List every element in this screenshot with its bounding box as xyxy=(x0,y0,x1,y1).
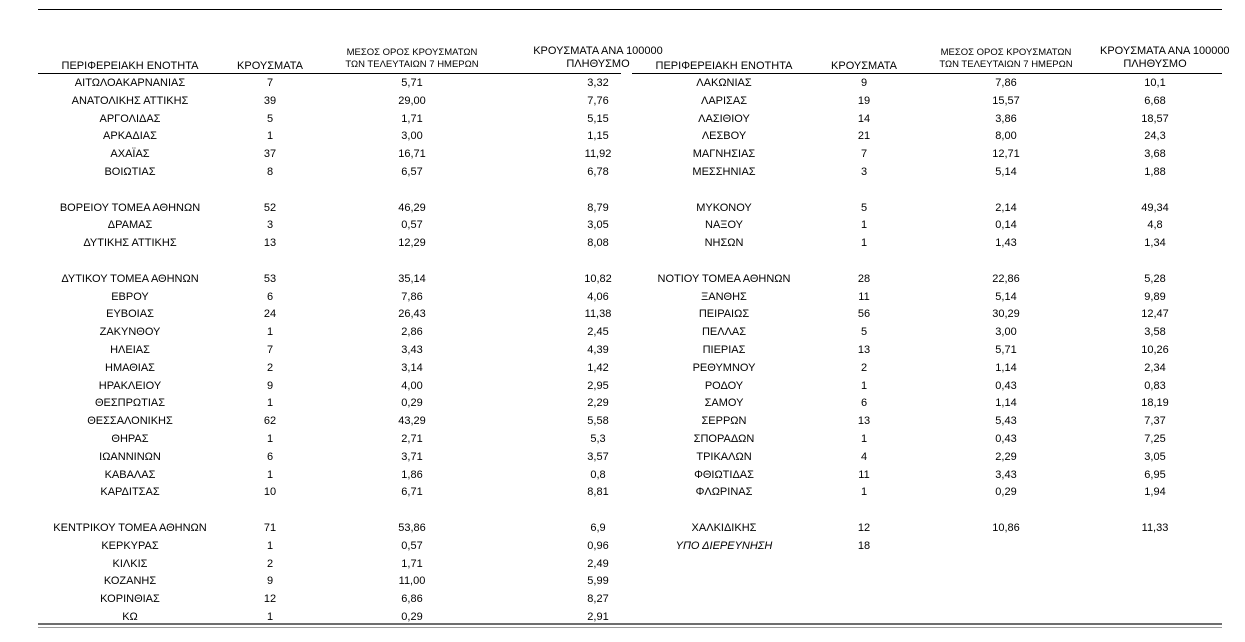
cases-value: 11 xyxy=(858,468,870,481)
table-row xyxy=(38,111,698,128)
region-name: ΙΩΑΝΝΙΝΩΝ xyxy=(99,450,161,463)
table-row xyxy=(632,395,1245,412)
per-100000-value: 2,45 xyxy=(587,326,609,339)
per-100000-value: 1,15 xyxy=(587,130,609,143)
per-100000-value: 7,25 xyxy=(1144,433,1166,445)
avg-value: 0,43 xyxy=(995,433,1017,445)
cases-value: 2 xyxy=(860,361,868,374)
per-100000-value: 11,38 xyxy=(584,308,612,321)
table-row xyxy=(38,360,698,377)
table-row xyxy=(38,484,698,501)
avg-value: 2,29 xyxy=(995,450,1017,463)
avg-value: 2,71 xyxy=(401,433,423,445)
region-name: ΝΟΤΙΟΥ ΤΟΜΕΑ ΑΘΗΝΩΝ xyxy=(657,272,791,285)
region-name: ΘΕΣΠΡΩΤΙΑΣ xyxy=(94,397,166,410)
table-row xyxy=(38,164,698,181)
table-row xyxy=(38,342,698,359)
per-100000-value: 10,26 xyxy=(1141,344,1169,356)
header-cases: ΚΡΟΥΣΜΑΤΑ xyxy=(237,60,303,72)
per-100000-value: 6,78 xyxy=(587,166,609,178)
avg-value: 3,00 xyxy=(401,130,423,143)
region-name: ΑΡΓΟΛΙΔΑΣ xyxy=(99,112,161,125)
per-100000-value: 6,95 xyxy=(1144,468,1166,481)
avg-value: 7,86 xyxy=(401,290,423,303)
region-name: ΕΥΒΟΙΑΣ xyxy=(106,308,154,321)
avg-value: 3,86 xyxy=(995,112,1017,125)
table-row xyxy=(632,217,1245,234)
table-row xyxy=(38,271,698,288)
region-name: ΚΟΡΙΝΘΙΑΣ xyxy=(100,593,160,606)
table-row xyxy=(632,146,1245,163)
per-100000-value: 8,27 xyxy=(587,593,609,606)
region-name: ΑΝΑΤΟΛΙΚΗΣ ΑΤΤΙΚΗΣ xyxy=(71,94,189,107)
avg-value: 0,29 xyxy=(401,611,423,623)
header-cases: ΚΡΟΥΣΜΑΤΑ xyxy=(831,60,897,72)
header-region-unit: ΠΕΡΙΦΕΡΕΙΑΚΗ ΕΝΟΤΗΤΑ xyxy=(61,60,199,72)
cases-value: 37 xyxy=(263,148,277,161)
cases-value: 9 xyxy=(860,77,868,89)
cases-value: 6 xyxy=(266,290,274,303)
cases-value: 53 xyxy=(263,272,277,285)
avg-value: 29,00 xyxy=(398,94,426,107)
per-100000-value: 11,92 xyxy=(584,148,612,161)
region-name: ΦΘΙΩΤΙΔΑΣ xyxy=(694,468,754,481)
per-100000-value: 1,42 xyxy=(587,361,609,374)
per-100000-value: 12,47 xyxy=(1141,308,1169,321)
table-row xyxy=(38,467,698,484)
avg-value: 3,43 xyxy=(995,468,1017,481)
header-avg-line2: ΤΩΝ ΤΕΛΕΥΤΑΙΩΝ 7 ΗΜΕΡΩΝ xyxy=(939,59,1073,70)
per-100000-value: 49,34 xyxy=(1141,201,1169,214)
per-100000-value: 3,05 xyxy=(587,219,609,232)
table-row xyxy=(38,573,698,590)
region-name: ΠΕΛΛΑΣ xyxy=(701,326,747,339)
avg-value: 2,86 xyxy=(401,326,423,339)
avg-value: 5,71 xyxy=(995,344,1017,356)
table-row xyxy=(632,538,1245,555)
per-100000-value: 6,9 xyxy=(590,522,606,534)
header-per-line1: ΚΡΟΥΣΜΑΤΑ ΑΝΑ 100000 xyxy=(1100,45,1230,57)
region-name: ΜΑΓΝΗΣΙΑΣ xyxy=(692,148,756,161)
region-name: ΗΡΑΚΛΕΙΟΥ xyxy=(98,379,162,392)
cases-value: 1 xyxy=(266,433,274,445)
header-7day-average xyxy=(318,47,506,71)
table-row xyxy=(38,146,698,163)
per-100000-value: 2,29 xyxy=(587,397,609,410)
table-row xyxy=(38,520,698,537)
top-rule xyxy=(38,9,1222,10)
cases-value: 56 xyxy=(857,308,871,321)
region-name: ΗΛΕΙΑΣ xyxy=(110,344,150,356)
table-row xyxy=(632,484,1245,501)
table-row xyxy=(632,200,1245,217)
region-name: ΦΛΩΡΙΝΑΣ xyxy=(695,486,753,499)
avg-value: 7,86 xyxy=(995,77,1017,89)
cases-value: 5 xyxy=(860,201,868,214)
region-name: ΕΒΡΟΥ xyxy=(111,290,149,303)
avg-value: 12,29 xyxy=(398,237,426,250)
bottom-rule xyxy=(38,623,1222,625)
cases-value: 7 xyxy=(860,148,868,161)
avg-value: 1,86 xyxy=(401,468,423,481)
table-row xyxy=(38,93,698,110)
cases-value: 39 xyxy=(263,94,277,107)
avg-value: 15,57 xyxy=(992,94,1020,107)
per-100000-value: 3,32 xyxy=(587,77,609,89)
cases-value: 7 xyxy=(266,344,274,356)
cases-value: 6 xyxy=(860,397,868,410)
cases-value: 1 xyxy=(860,379,868,392)
region-name: ΣΕΡΡΩΝ xyxy=(701,415,747,428)
region-name: ΧΑΛΚΙΔΙΚΗΣ xyxy=(691,522,757,534)
per-100000-value: 3,57 xyxy=(587,450,609,463)
region-name: ΚΟΖΑΝΗΣ xyxy=(103,575,157,588)
table-row xyxy=(632,289,1245,306)
table-row xyxy=(632,271,1245,288)
region-name: ΑΡΚΑΔΙΑΣ xyxy=(103,130,157,143)
table-row xyxy=(38,289,698,306)
avg-value: 4,00 xyxy=(401,379,423,392)
cases-value: 1 xyxy=(266,326,274,339)
per-100000-value: 0,96 xyxy=(587,539,609,552)
cases-value: 12 xyxy=(263,593,277,606)
avg-value: 0,57 xyxy=(401,539,423,552)
region-name: ΔΥΤΙΚΟΥ ΤΟΜΕΑ ΑΘΗΝΩΝ xyxy=(61,272,199,285)
cases-value: 1 xyxy=(266,468,274,481)
per-100000-value: 4,8 xyxy=(1147,219,1163,232)
per-100000-value: 24,3 xyxy=(1144,130,1166,143)
region-name: ΡΟΔΟΥ xyxy=(704,379,744,392)
region-name: ΘΗΡΑΣ xyxy=(111,433,149,445)
region-name: ΑΙΤΩΛΟΑΚΑΡΝΑΝΙΑΣ xyxy=(74,77,186,89)
cases-value: 8 xyxy=(266,166,274,178)
cases-value: 52 xyxy=(263,201,277,214)
region-name: ΔΡΑΜΑΣ xyxy=(107,219,153,232)
table-row xyxy=(38,556,698,573)
per-100000-value: 5,3 xyxy=(590,433,606,445)
region-name: ΒΟΡΕΙΟΥ ΤΟΜΕΑ ΑΘΗΝΩΝ xyxy=(59,201,201,214)
region-name: ΜΥΚΟΝΟΥ xyxy=(696,201,752,214)
region-name: ΘΕΣΣΑΛΟΝΙΚΗΣ xyxy=(87,415,173,428)
avg-value: 0,29 xyxy=(401,397,423,410)
header-region-unit: ΠΕΡΙΦΕΡΕΙΑΚΗ ΕΝΟΤΗΤΑ xyxy=(655,60,793,72)
per-100000-value: 4,06 xyxy=(587,290,609,303)
per-100000-value: 1,34 xyxy=(1144,237,1166,250)
table-row xyxy=(632,413,1245,430)
region-name: ΛΕΣΒΟΥ xyxy=(701,130,747,143)
table-row xyxy=(632,111,1245,128)
avg-value: 0,29 xyxy=(995,486,1017,499)
region-name: ΑΧΑΪΑΣ xyxy=(110,148,150,161)
region-name: ΚΕΝΤΡΙΚΟΥ ΤΟΜΕΑ ΑΘΗΝΩΝ xyxy=(53,522,207,534)
per-100000-value: 2,34 xyxy=(1144,361,1166,374)
table-row xyxy=(38,413,698,430)
per-100000-value: 5,28 xyxy=(1144,272,1166,285)
cases-value: 1 xyxy=(860,433,868,445)
avg-value: 35,14 xyxy=(398,272,426,285)
cases-value: 13 xyxy=(263,237,277,250)
region-name: ΗΜΑΘΙΑΣ xyxy=(105,361,155,374)
cases-value: 13 xyxy=(857,415,871,428)
table-row xyxy=(38,306,698,323)
avg-value: 8,00 xyxy=(995,130,1017,143)
table-row xyxy=(632,93,1245,110)
region-name: ΡΕΘΥΜΝΟΥ xyxy=(692,361,756,374)
avg-value: 5,14 xyxy=(995,166,1017,178)
region-name: ΤΡΙΚΑΛΩΝ xyxy=(696,450,752,463)
cases-value: 2 xyxy=(266,361,274,374)
region-name: ΔΥΤΙΚΗΣ ΑΤΤΙΚΗΣ xyxy=(83,237,177,250)
avg-value: 5,14 xyxy=(995,290,1017,303)
avg-value: 2,14 xyxy=(995,201,1017,214)
per-100000-value: 8,79 xyxy=(587,201,609,214)
avg-value: 30,29 xyxy=(992,308,1020,321)
avg-value: 1,14 xyxy=(995,361,1017,374)
avg-value: 10,86 xyxy=(992,522,1020,534)
cases-value: 7 xyxy=(266,77,274,89)
table-row xyxy=(38,128,698,145)
cases-value: 6 xyxy=(266,450,274,463)
cases-value: 9 xyxy=(266,575,274,588)
table-row xyxy=(632,128,1245,145)
table-row xyxy=(632,235,1245,252)
region-name: ΚΙΛΚΙΣ xyxy=(112,557,148,570)
per-100000-value: 1,94 xyxy=(1144,486,1166,499)
avg-value: 1,71 xyxy=(401,557,423,570)
cases-value: 19 xyxy=(857,94,871,107)
per-100000-value: 3,05 xyxy=(1144,450,1166,463)
per-100000-value: 2,91 xyxy=(587,611,609,623)
avg-value: 1,71 xyxy=(401,112,423,125)
avg-value: 5,71 xyxy=(401,77,423,89)
avg-value: 16,71 xyxy=(398,148,426,161)
region-name: ΛΑΚΩΝΙΑΣ xyxy=(696,77,752,89)
cases-value: 1 xyxy=(266,397,274,410)
table-row xyxy=(632,306,1245,323)
header-7day-average xyxy=(912,47,1100,71)
avg-value: 3,43 xyxy=(401,344,423,356)
header-per-line2: ΠΛΗΘΥΣΜΟ xyxy=(566,58,630,70)
per-100000-value: 7,76 xyxy=(587,94,609,107)
region-name: ΠΕΙΡΑΙΩΣ xyxy=(698,308,750,321)
table-row xyxy=(38,235,698,252)
per-100000-value: 10,1 xyxy=(1144,77,1166,89)
table-row xyxy=(38,449,698,466)
region-name: ΖΑΚΥΝΘΟΥ xyxy=(99,326,161,339)
per-100000-value: 8,81 xyxy=(587,486,609,499)
header-per-line2: ΠΛΗΘΥΣΜΟ xyxy=(1123,58,1187,70)
avg-value: 0,57 xyxy=(401,219,423,232)
header-rule-right xyxy=(632,73,1222,74)
region-name: ΚΑΒΑΛΑΣ xyxy=(104,468,156,481)
table-row xyxy=(38,217,698,234)
avg-value: 0,43 xyxy=(995,379,1017,392)
header-avg-line1: ΜΕΣΟΣ ΟΡΟΣ ΚΡΟΥΣΜΑΤΩΝ xyxy=(940,47,1072,58)
avg-value: 5,43 xyxy=(995,415,1017,428)
cases-value: 5 xyxy=(860,326,868,339)
cases-value: 12 xyxy=(857,522,871,534)
avg-value: 3,00 xyxy=(995,326,1017,339)
per-100000-value: 9,89 xyxy=(1144,290,1166,303)
cases-value: 21 xyxy=(857,130,871,143)
table-row xyxy=(38,324,698,341)
per-100000-value: 2,95 xyxy=(587,379,609,392)
avg-value: 6,71 xyxy=(401,486,423,499)
per-100000-value: 11,33 xyxy=(1141,522,1169,534)
avg-value: 1,43 xyxy=(995,237,1017,250)
cases-value: 1 xyxy=(266,539,274,552)
table-row xyxy=(38,395,698,412)
table-row xyxy=(38,591,698,608)
cases-value: 5 xyxy=(266,112,274,125)
table-row xyxy=(632,164,1245,181)
cases-value: 18 xyxy=(857,539,871,552)
table-row xyxy=(38,200,698,217)
per-100000-value: 2,49 xyxy=(587,557,609,570)
cases-value: 1 xyxy=(860,219,868,232)
region-name: ΝΗΣΩΝ xyxy=(704,237,744,250)
header-rule-left xyxy=(38,73,621,74)
cases-value: 4 xyxy=(860,450,868,463)
avg-value: 53,86 xyxy=(398,522,426,534)
avg-value: 1,14 xyxy=(995,397,1017,410)
header-per-line1: ΚΡΟΥΣΜΑΤΑ ΑΝΑ 100000 xyxy=(533,45,663,57)
per-100000-value: 0,8 xyxy=(590,468,606,481)
region-name: ΥΠΟ ΔΙΕΡΕΥΝΗΣΗ xyxy=(675,539,773,552)
table-row xyxy=(632,75,1245,92)
region-name: ΒΟΙΩΤΙΑΣ xyxy=(104,166,156,178)
cases-value: 11 xyxy=(858,290,870,303)
per-100000-value: 7,37 xyxy=(1144,415,1166,428)
region-name: ΣΠΟΡΑΔΩΝ xyxy=(693,433,755,445)
region-name: ΛΑΡΙΣΑΣ xyxy=(700,94,747,107)
cases-value: 9 xyxy=(266,379,274,392)
per-100000-value: 3,58 xyxy=(1144,326,1166,339)
per-100000-value: 5,58 xyxy=(587,415,609,428)
region-name: ΞΑΝΘΗΣ xyxy=(701,290,747,303)
table-row xyxy=(632,324,1245,341)
cases-value: 1 xyxy=(860,237,868,250)
cases-value: 28 xyxy=(857,272,871,285)
avg-value: 26,43 xyxy=(398,308,426,321)
region-name: ΚΑΡΔΙΤΣΑΣ xyxy=(100,486,160,499)
per-100000-value: 18,57 xyxy=(1141,112,1169,125)
table-row xyxy=(38,431,698,448)
bottom-rule-thin xyxy=(38,627,1222,628)
table-row xyxy=(632,449,1245,466)
cases-value: 24 xyxy=(263,308,277,321)
region-name: ΝΑΞΟΥ xyxy=(705,219,743,232)
avg-value: 12,71 xyxy=(992,148,1020,161)
table-row xyxy=(632,342,1245,359)
avg-value: 6,57 xyxy=(401,166,423,178)
avg-value: 43,29 xyxy=(398,415,426,428)
region-name: ΣΑΜΟΥ xyxy=(704,397,744,410)
table-row xyxy=(38,378,698,395)
region-name: ΛΑΣΙΘΙΟΥ xyxy=(698,112,750,125)
header-avg-line2: ΤΩΝ ΤΕΛΕΥΤΑΙΩΝ 7 ΗΜΕΡΩΝ xyxy=(345,59,479,70)
table-row xyxy=(38,75,698,92)
table-row xyxy=(632,431,1245,448)
cases-value: 1 xyxy=(266,130,274,143)
per-100000-value: 6,68 xyxy=(1144,94,1166,107)
per-100000-value: 4,39 xyxy=(587,344,609,356)
per-100000-value: 0,83 xyxy=(1144,379,1166,392)
table-row xyxy=(38,538,698,555)
per-100000-value: 18,19 xyxy=(1141,397,1169,410)
avg-value: 46,29 xyxy=(398,201,426,214)
avg-value: 11,00 xyxy=(398,575,426,588)
cases-value: 62 xyxy=(263,415,277,428)
region-name: ΜΕΣΣΗΝΙΑΣ xyxy=(692,166,756,178)
cases-value: 1 xyxy=(266,611,274,623)
table-row xyxy=(632,378,1245,395)
avg-value: 22,86 xyxy=(992,272,1020,285)
cases-value: 3 xyxy=(860,166,868,178)
cases-value: 71 xyxy=(263,522,277,534)
table-row xyxy=(632,360,1245,377)
per-100000-value: 5,15 xyxy=(587,112,609,125)
per-100000-value: 3,68 xyxy=(1144,148,1166,161)
per-100000-value: 10,82 xyxy=(584,272,612,285)
cases-value: 2 xyxy=(266,557,274,570)
avg-value: 6,86 xyxy=(401,593,423,606)
cases-value: 10 xyxy=(263,486,277,499)
per-100000-value: 5,99 xyxy=(587,575,609,588)
cases-value: 1 xyxy=(860,486,868,499)
table-row xyxy=(632,520,1245,537)
region-name: ΠΙΕΡΙΑΣ xyxy=(702,344,746,356)
cases-value: 3 xyxy=(266,219,274,232)
table-row xyxy=(632,467,1245,484)
per-100000-value: 8,08 xyxy=(587,237,609,250)
cases-value: 14 xyxy=(857,112,871,125)
region-name: ΚΩ xyxy=(122,611,138,623)
avg-value: 0,14 xyxy=(995,219,1017,232)
avg-value: 3,14 xyxy=(401,361,423,374)
per-100000-value: 1,88 xyxy=(1144,166,1166,178)
header-avg-line1: ΜΕΣΟΣ ΟΡΟΣ ΚΡΟΥΣΜΑΤΩΝ xyxy=(346,47,478,58)
avg-value: 3,71 xyxy=(401,450,423,463)
cases-value: 13 xyxy=(857,344,871,356)
header-per-100000 xyxy=(1100,45,1230,71)
region-name: ΚΕΡΚΥΡΑΣ xyxy=(101,539,159,552)
